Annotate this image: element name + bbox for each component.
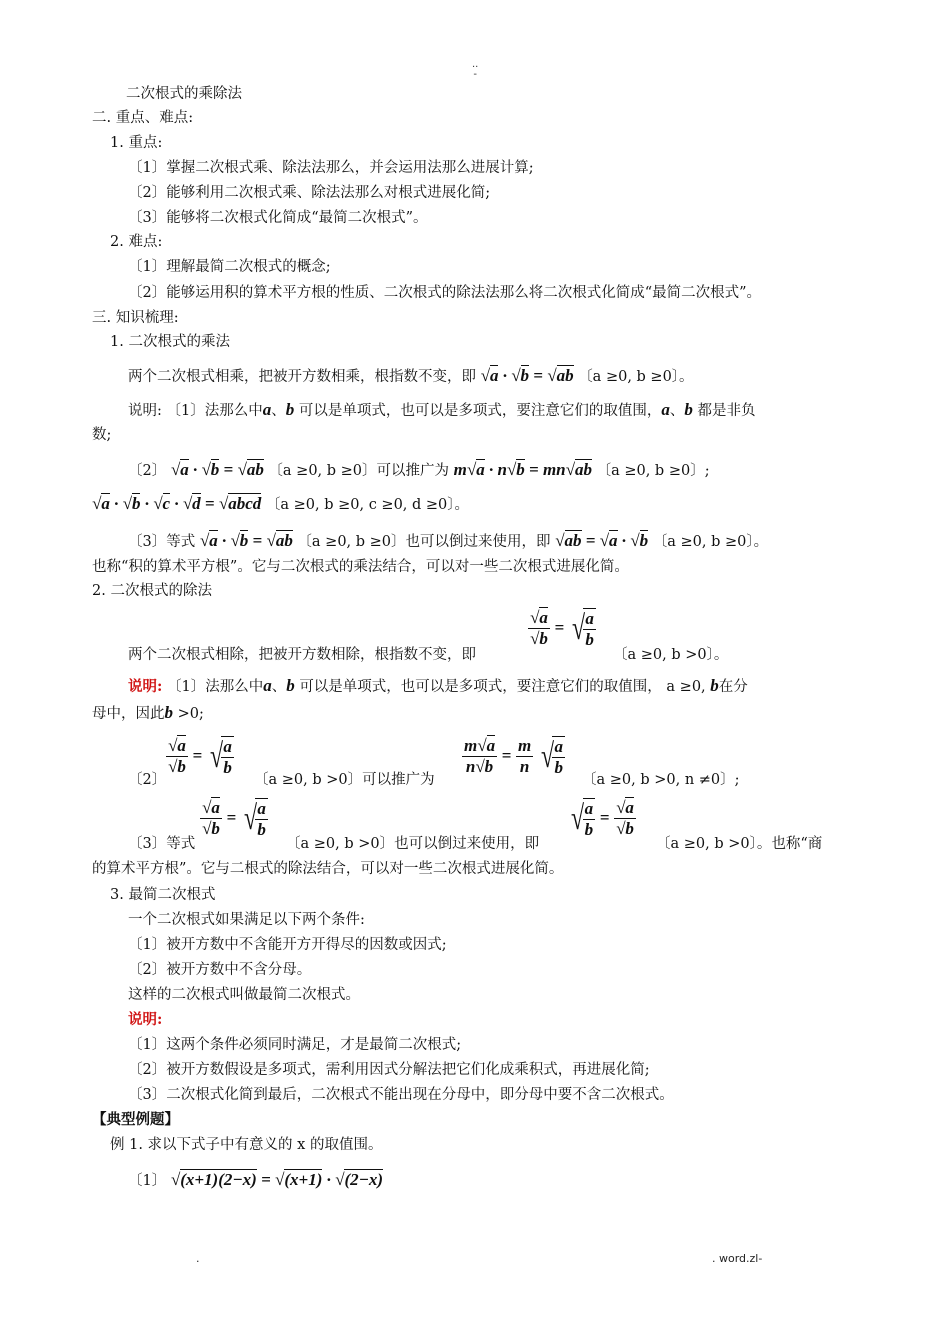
section-3-title: 三. 知识梳理: — [92, 310, 179, 326]
mul-note-2: 〔2〕 √a · √b = √ab 〔a ≥0, b ≥0〕可以推广为 m√a · n√b = mn√ab 〔a ≥0, b ≥0〕; — [128, 460, 710, 479]
division-rule-cond: 〔a ≥0, b >0〕。 — [613, 647, 729, 663]
simplest-condition-1: 〔1〕被开方数中不含能开方开得尽的因数或因式; — [128, 937, 447, 953]
difficulty-1: 〔1〕理解最简二次根式的概念; — [128, 259, 331, 275]
header-dots: .. — [472, 59, 479, 70]
formula-generalized-product: m√a · n√b = mn√ab — [453, 460, 592, 479]
mul-note-2-cont: √a · √b · √c · √d = √abcd 〔a ≥0, b ≥0, c ≥0, d ≥0〕。 — [92, 494, 470, 513]
simplest-intro: 一个二次根式如果满足以下两个条件: — [128, 912, 365, 928]
multiplication-heading: 1. 二次根式的乘法 — [110, 334, 230, 350]
formula-four-product: √a · √b · √c · √d = √abcd — [92, 494, 262, 513]
formula-generalized-quotient: $\frac{m√a}{n√b}$ = $\frac{m}{n}$ √ $\frac{a}{b}$ — [464, 736, 563, 777]
page-title: 二次根式的乘除法 — [126, 86, 242, 102]
header-dash: - — [473, 69, 477, 80]
key-point-3: 〔3〕能够将二次根式化简成“最简二次根式”。 — [128, 210, 428, 226]
example-1-part-1: 〔1〕 √(x+1)(2−x) = √(x+1) · √(2−x) — [128, 1170, 384, 1189]
simplest-note-2: 〔2〕被开方数假设是多项式，需利用因式分解法把它们化成乘积式，再进展化简; — [128, 1062, 650, 1078]
footer-left: . — [196, 1252, 200, 1265]
formula-quotient-reversed: √ $\frac{a}{b}$ = $\frac{√a}{√b}$ — [570, 798, 634, 839]
formula-quotient-rule-3: $\frac{√a}{√b}$ = √ $\frac{a}{b}$ — [202, 798, 266, 839]
formula-product-rule: √a · √b = √ab — [480, 366, 574, 385]
simplest-heading: 3. 最简二次根式 — [110, 887, 216, 903]
multiplication-rule: 两个二次根式相乘，把被开方数相乘，根指数不变，即 √a · √b = √ab 〔a ≥0, b ≥0〕。 — [128, 366, 694, 385]
simplest-note-1: 〔1〕这两个条件必须同时满足，才是最简二次根式; — [128, 1037, 462, 1053]
section-2-title: 二. 重点、难点: — [92, 110, 194, 126]
div-note-3-cont: 的算术平方根”。它与二根式的除法结合，可以对一些二次根式进展化简。 — [92, 861, 564, 877]
simplest-definition: 这样的二次根式叫做最简二次根式。 — [128, 987, 360, 1003]
key-point-2: 〔2〕能够利用二次根式乘、除法法那么对根式进展化简; — [128, 185, 491, 201]
div-note-2-cond: 〔a ≥0, b >0〕可以推广为 — [254, 772, 435, 788]
div-note-3-label: 〔3〕等式 — [128, 836, 196, 852]
div-note-1: 说明: 〔1〕法那么中a、b 可以是单项式，也可以是多项式，要注意它们的取值围， a ≥0, b在分 — [128, 676, 748, 695]
difficulties-heading: 2. 难点: — [110, 234, 163, 250]
div-note-2-label: 〔2〕 — [128, 772, 167, 788]
div-note-3-cond2: 〔a ≥0, b >0〕。也称“商 — [656, 836, 823, 852]
division-heading: 2. 二次根式的除法 — [92, 583, 212, 599]
division-rule-text: 两个二次根式相除，把被开方数相除，根指数不变，即 — [128, 647, 476, 663]
difficulty-2: 〔2〕能够运用积的算术平方根的性质、二次根式的除法法那么将二次根式化简成“最简二次根式”。 — [128, 285, 762, 301]
mul-note-1: 说明: 〔1〕法那么中a、b 可以是单项式，也可以是多项式，要注意它们的取值围，a、b 都是非负 — [128, 400, 756, 419]
footer-right: . word.zl- — [712, 1252, 763, 1265]
mul-note-3-cont: 也称“积的算术平方根”。它与二次根式的乘法结合，可以对一些二次根式进展化简。 — [92, 559, 629, 575]
key-points-heading: 1. 重点: — [110, 135, 163, 151]
simplest-note-3: 〔3〕二次根式化简到最后，二次根式不能出现在分母中，即分母中要不含二次根式。 — [128, 1087, 674, 1103]
simplest-note-label: 说明: — [128, 1011, 163, 1028]
mul-note-3: 〔3〕等式 √a · √b = √ab 〔a ≥0, b ≥0〕也可以倒过来使用，即 √ab = √a · √b 〔a ≥0, b ≥0〕。 — [128, 531, 769, 550]
examples-heading: 【典型例题】 — [92, 1111, 179, 1128]
div-note-1-cont: 母中，因此b >0; — [92, 703, 204, 722]
div-note-3-cond: 〔a ≥0, b >0〕也可以倒过来使用，即 — [286, 836, 540, 852]
formula-quotient-rule-2: $\frac{√a}{√b}$ = √ $\frac{a}{b}$ — [168, 736, 232, 777]
simplest-condition-2: 〔2〕被开方数中不含分母。 — [128, 962, 312, 978]
formula-quotient-rule: $\frac{√a}{√b}$ = √ $\frac{a}{b}$ — [530, 608, 594, 649]
mul-note-1-cont: 数; — [92, 427, 112, 443]
div-note-2-cond2: 〔a ≥0, b >0, n ≠0〕; — [582, 772, 740, 788]
key-point-1: 〔1〕掌握二次根式乘、除法法那么，并会运用法那么进展计算; — [128, 160, 534, 176]
formula-example-1: √(x+1)(2−x) = √(x+1) · √(2−x) — [170, 1170, 384, 1189]
page-header — [472, 60, 478, 80]
example-1: 例 1. 求以下式子中有意义的 x 的取值围。 — [110, 1137, 383, 1153]
